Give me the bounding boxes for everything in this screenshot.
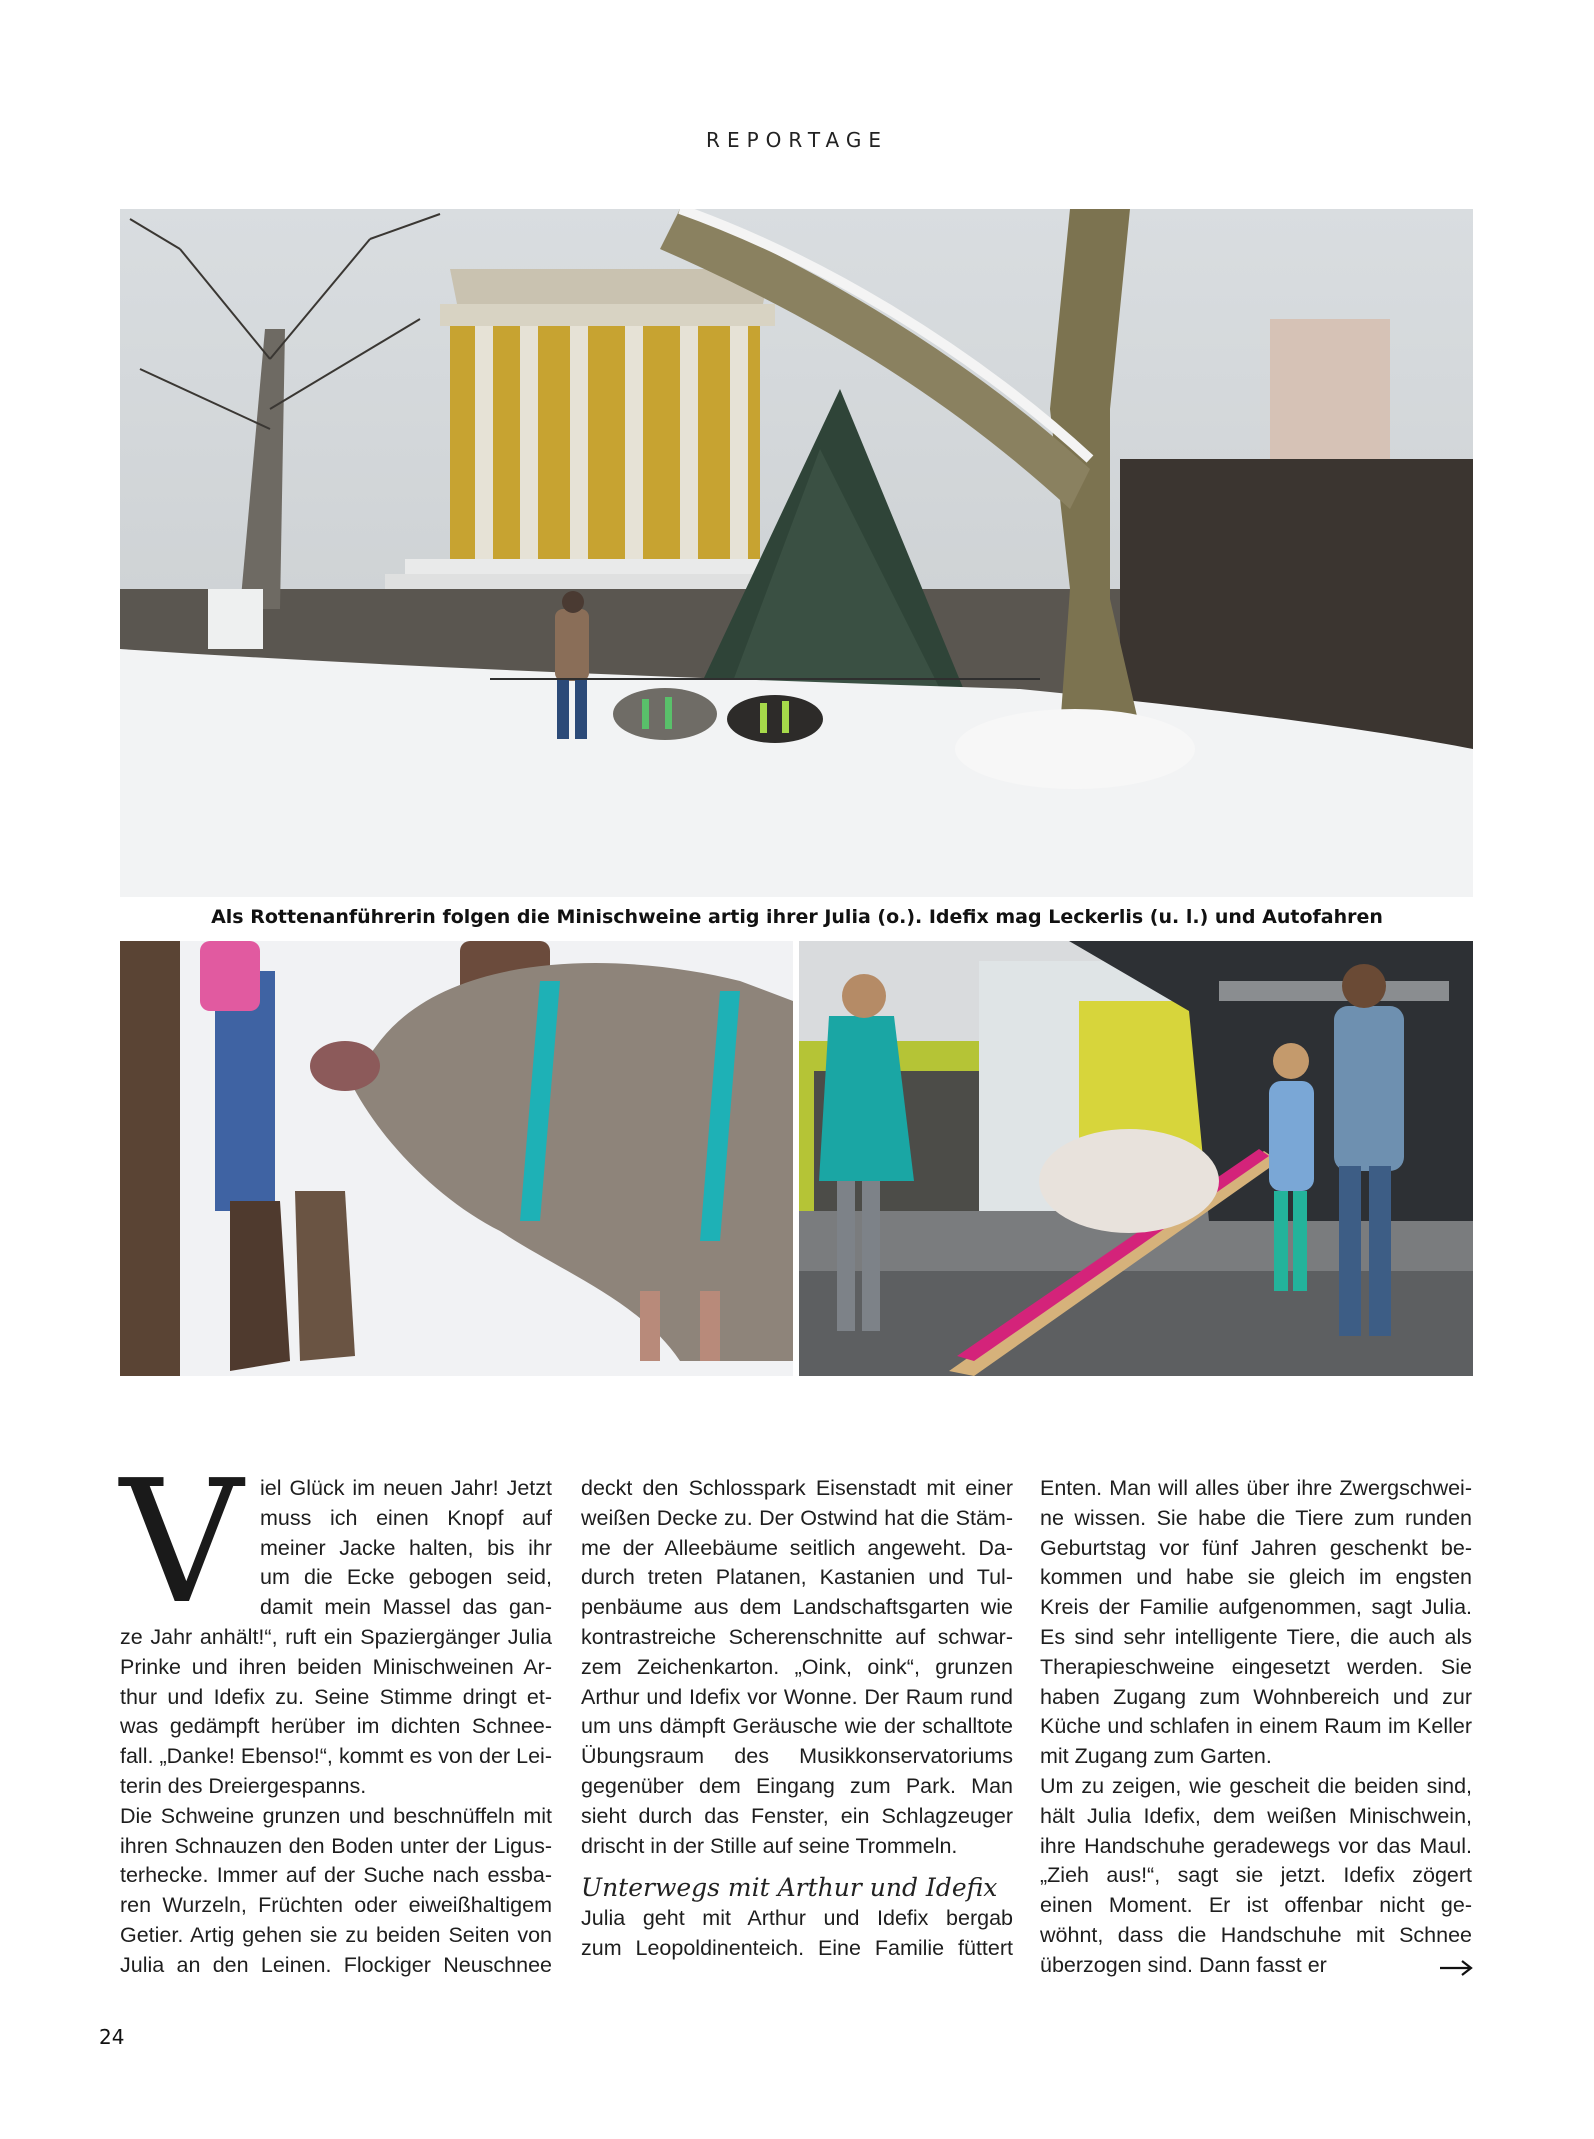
text-line: Getier. Artig gehen sie zu beiden Seiten von (120, 1922, 552, 1947)
photo-top (120, 209, 1473, 897)
text-line: sieht durch das Fenster, ein Schlagzeuger (581, 1803, 1013, 1828)
text-line: ne wissen. Sie habe die Tiere zum runden (1040, 1505, 1472, 1530)
text-line: ihren Schnauzen den Boden unter der Ligus- (120, 1833, 552, 1858)
text-line: Küche und schlafen in einem Raum im Keller (1040, 1714, 1472, 1739)
text-line: Übungsraum des Musikkonservatoriums (581, 1744, 1013, 1769)
text-line: um die Ecke gebogen seid, (260, 1565, 552, 1590)
text-line: „Zieh aus!“, sagt sie jetzt. Idefix zögert (1040, 1863, 1472, 1888)
text-line: hält Julia Idefix, dem weißen Minischwein, (1040, 1803, 1472, 1828)
text-line: Arthur und Idefix vor Wonne. Der Raum rund (581, 1684, 1013, 1709)
text-line: muss ich einen Knopf auf (260, 1505, 552, 1530)
page-number: 24 (99, 2025, 125, 2049)
photo-bottom-right (799, 941, 1473, 1376)
text-line: terin des Dreiergespanns. (120, 1773, 367, 1798)
text-line: ihre Handschuhe geradewegs vor das Maul. (1040, 1833, 1472, 1858)
text-line: Julia geht mit Arthur und Idefix bergab (581, 1906, 1013, 1931)
text-line: me der Alleebäume seitlich angeweht. Da- (581, 1535, 1013, 1560)
text-line: durch treten Platanen, Kastanien und Tul- (581, 1565, 1013, 1590)
text-line: meiner Jacke halten, bis ihr (260, 1535, 552, 1560)
text-line: ze Jahr anhält!“, ruft ein Spaziergänger Julia (120, 1624, 552, 1649)
text-line: thur und Idefix zu. Seine Stimme dringt et- (120, 1684, 552, 1709)
photo-caption: Als Rottenanführerin folgen die Minischweine artig ihrer Julia (o.). Idefix mag Leckerlis (u. l.) und Autofahren (211, 906, 1383, 928)
text-line: um uns dämpft Geräusche wie der schalltote (581, 1714, 1013, 1739)
text-line: Enten. Man will alles über ihre Zwergschwei- (1040, 1476, 1472, 1500)
text-line: Therapieschweine eingesetzt werden. Sie (1040, 1654, 1472, 1679)
text-line: was gedämpft herüber im dichten Schnee- (120, 1714, 552, 1739)
text-line: zum Leopoldinenteich. Eine Familie füttert (581, 1936, 1013, 1961)
text-line: mit Zugang zum Garten. (1040, 1744, 1272, 1769)
pig-ramp-photo (799, 941, 1473, 1376)
arrow-right-icon (1440, 1958, 1474, 1978)
text-line: weißen Decke zu. Der Ostwind hat die Stäm- (581, 1505, 1013, 1530)
text-line: terhecke. Immer auf der Suche nach essba- (120, 1863, 552, 1888)
text-line: gegenüber dem Eingang zum Park. Man (581, 1773, 1013, 1798)
pig-in-snow-photo (120, 941, 793, 1376)
text-line: kontrastreiche Scherenschnitte auf schwar- (581, 1624, 1013, 1649)
article-column-1 (120, 1444, 552, 1981)
text-line: überzogen sind. Dann fasst er (1040, 1952, 1327, 1977)
snowy-park-photo (120, 209, 1473, 897)
text-line: haben Zugang zum Wohnbereich und zur (1040, 1684, 1472, 1709)
text-line: einen Moment. Er ist offenbar nicht ge- (1040, 1893, 1472, 1918)
article-subheading: Unterwegs mit Arthur und Idefix (581, 1873, 998, 1903)
photo-bottom-left (120, 941, 793, 1376)
text-line: damit mein Massel das gan- (260, 1595, 552, 1620)
text-line: zem Zeichenkarton. „Oink, oink“, grunzen (581, 1654, 1013, 1679)
section-label: REPORTAGE (706, 128, 888, 152)
article-column-2 (581, 1474, 1013, 1964)
text-line: deckt den Schlosspark Eisenstadt mit einer (581, 1476, 1013, 1500)
text-line: Um zu zeigen, wie gescheit die beiden sind, (1040, 1773, 1472, 1798)
text-line: fall. „Danke! Ebenso!“, kommt es von der Lei- (120, 1744, 552, 1769)
text-line: Die Schweine grunzen und beschnüffeln mit (120, 1803, 552, 1828)
text-line: Julia an den Leinen. Flockiger Neuschnee (120, 1952, 552, 1977)
drop-cap: V (120, 1444, 243, 1642)
text-line: penbäume aus dem Landschaftsgarten wie (581, 1595, 1013, 1620)
text-line: ren Wurzeln, Früchten oder eiweißhaltigem (120, 1893, 552, 1918)
text-line: Prinke und ihren beiden Minischweinen Ar- (120, 1654, 552, 1679)
text-line: drischt in der Stille auf seine Trommeln. (581, 1833, 958, 1858)
text-line: iel Glück im neuen Jahr! Jetzt (260, 1476, 552, 1500)
text-line: Es sind sehr intelligente Tiere, die auch als (1040, 1624, 1472, 1649)
text-line: Kreis der Familie aufgenommen, sagt Julia. (1040, 1595, 1472, 1620)
text-line: wöhnt, dass die Handschuhe mit Schnee (1040, 1922, 1472, 1947)
text-line: Geburtstag vor fünf Jahren geschenkt be- (1040, 1535, 1472, 1560)
article-column-3 (1040, 1474, 1472, 1981)
text-line: kommen und habe sie gleich im engsten (1040, 1565, 1472, 1590)
